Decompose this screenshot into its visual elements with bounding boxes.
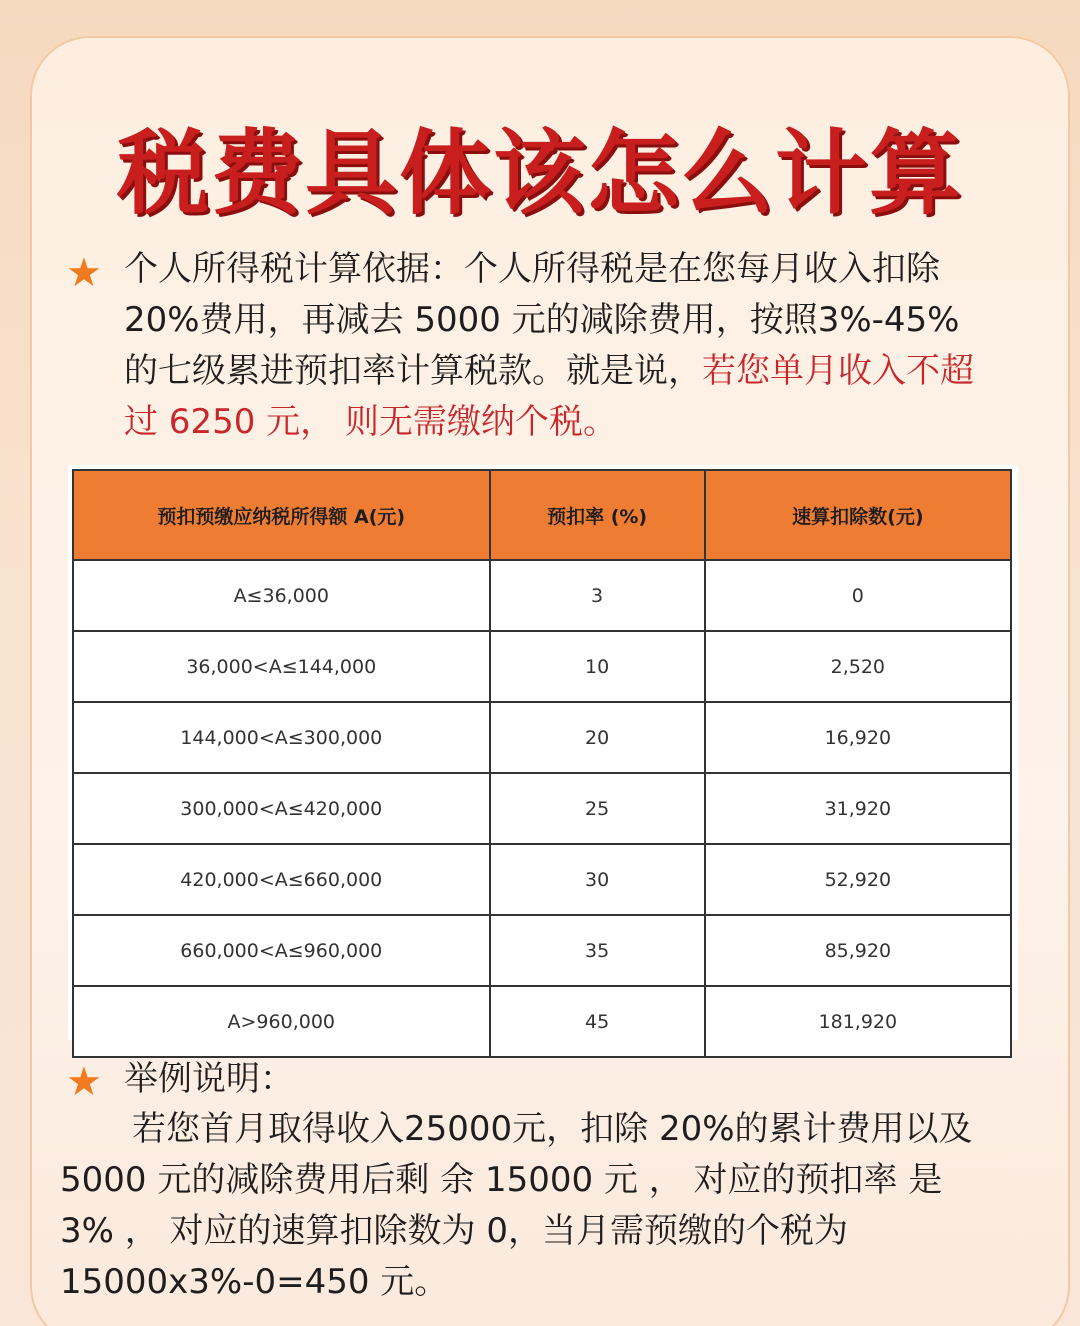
cell-rate: 25 bbox=[490, 773, 705, 844]
cell-rate: 20 bbox=[490, 702, 705, 773]
cell-range: 144,000<A≤300,000 bbox=[73, 702, 490, 773]
cell-range: A>960,000 bbox=[73, 986, 490, 1057]
header-rate: 预扣率 (%) bbox=[490, 470, 705, 560]
intro-paragraph bbox=[124, 244, 1044, 448]
cell-deduction: 181,920 bbox=[705, 986, 1011, 1057]
example-title: 举例说明： bbox=[124, 1059, 294, 1099]
table-row bbox=[73, 844, 1011, 915]
cell-rate: 35 bbox=[490, 915, 705, 986]
cell-rate: 3 bbox=[490, 560, 705, 631]
example-line: 5000 元的减除费用后剩 余 15000 元 ， 对应的预扣率 是 bbox=[60, 1160, 943, 1200]
table-row bbox=[73, 560, 1011, 631]
table-row bbox=[73, 631, 1011, 702]
intro-line: 20%费用，再减去 5000 元的减除费用，按照3%-45% bbox=[124, 300, 960, 340]
cell-rate: 45 bbox=[490, 986, 705, 1057]
cell-range: 36,000<A≤144,000 bbox=[73, 631, 490, 702]
cell-deduction: 31,920 bbox=[705, 773, 1011, 844]
table-row bbox=[73, 915, 1011, 986]
header-taxable-income: 预扣预缴应纳税所得额 A(元) bbox=[73, 470, 490, 560]
cell-deduction: 0 bbox=[705, 560, 1011, 631]
tax-rate-table-container bbox=[68, 465, 1018, 1040]
tax-rate-table bbox=[72, 469, 1012, 1058]
example-line: 若您首月取得收入25000元，扣除 20%的累计费用以及 bbox=[132, 1109, 973, 1149]
star-icon: ★ bbox=[66, 1059, 102, 1105]
example-paragraph bbox=[60, 1104, 1060, 1308]
intro-line: 个人所得税计算依据：个人所得税是在您每月收入扣除 bbox=[124, 249, 940, 289]
example-line: 15000x3%-0=450 元。 bbox=[60, 1262, 449, 1302]
example-line: 3% ， 对应的速算扣除数为 0，当月需预缴的个税为 bbox=[60, 1211, 848, 1251]
table-header-row bbox=[73, 470, 1011, 560]
cell-deduction: 2,520 bbox=[705, 631, 1011, 702]
header-quick-deduction: 速算扣除数(元) bbox=[705, 470, 1011, 560]
highlight-text: 若您单月收入不超 bbox=[702, 351, 974, 391]
cell-deduction: 52,920 bbox=[705, 844, 1011, 915]
cell-rate: 10 bbox=[490, 631, 705, 702]
table-row bbox=[73, 986, 1011, 1057]
cell-range: 300,000<A≤420,000 bbox=[73, 773, 490, 844]
cell-deduction: 85,920 bbox=[705, 915, 1011, 986]
star-icon: ★ bbox=[66, 250, 102, 296]
intro-line-text: 的七级累进预扣率计算税款。就是说， bbox=[124, 351, 702, 391]
cell-range: 660,000<A≤960,000 bbox=[73, 915, 490, 986]
cell-rate: 30 bbox=[490, 844, 705, 915]
page-title: 税费具体该怎么计算 bbox=[116, 120, 963, 227]
cell-range: 420,000<A≤660,000 bbox=[73, 844, 490, 915]
cell-range: A≤36,000 bbox=[73, 560, 490, 631]
table-row bbox=[73, 702, 1011, 773]
intro-line-3 bbox=[124, 346, 1044, 397]
table-row bbox=[73, 773, 1011, 844]
cell-deduction: 16,920 bbox=[705, 702, 1011, 773]
highlight-line: 过 6250 元， 则无需缴纳个税。 bbox=[124, 402, 617, 442]
